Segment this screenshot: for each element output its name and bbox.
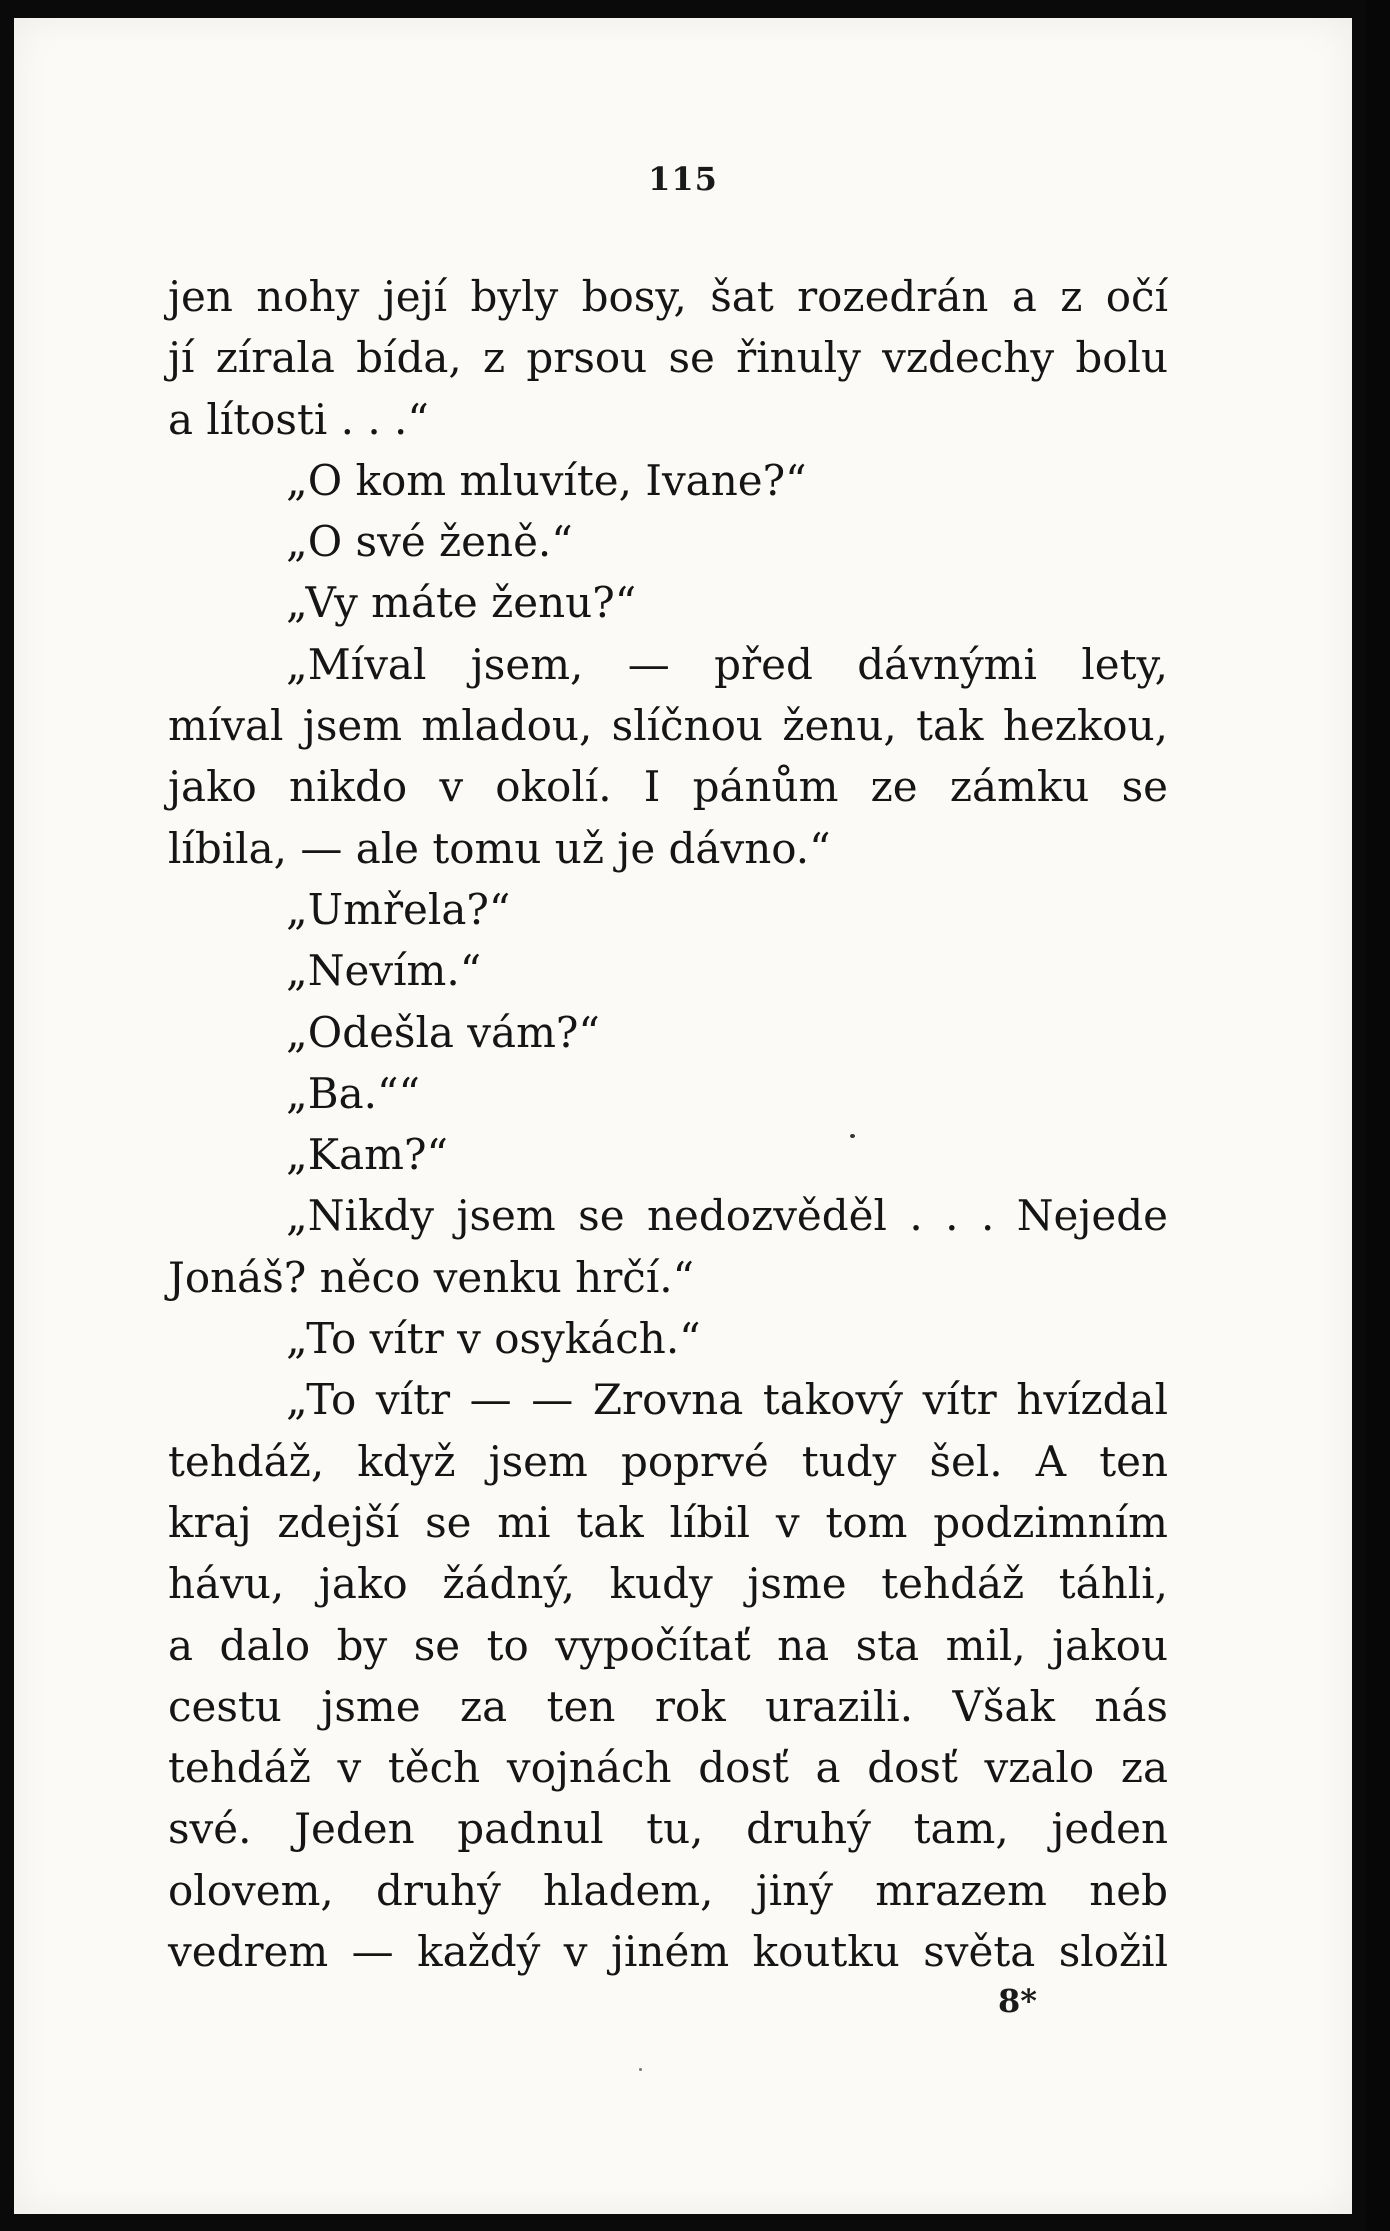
body-text <box>168 266 1168 1982</box>
page-number: 115 <box>648 160 718 198</box>
text-line: „Odešla vám?“ <box>286 1007 600 1057</box>
text-line: „Ba.““ <box>286 1068 420 1118</box>
text-line: „To vítr — — Zrovna takový vítr hvízdal <box>286 1375 1168 1425</box>
text-line: Jonáš? něco venku hrčí.“ <box>168 1252 695 1302</box>
text-line: své. Jeden padnul tu, druhý tam, jeden <box>168 1804 1168 1854</box>
text-line: tehdáž, když jsem poprvé tudy šel. A ten <box>168 1436 1168 1486</box>
text-line: jen nohy její byly bosy, šat rozedrán a z očí <box>168 272 1168 321</box>
text-line: „To vítr v osykách.“ <box>286 1314 701 1364</box>
text-line: líbila, — ale tomu už je dávno.“ <box>168 823 831 873</box>
text-line: „Kam?“ <box>286 1130 448 1180</box>
text-line: „Umřela?“ <box>286 884 511 934</box>
text-line: a dalo by se to vypočítať na sta mil, jakou <box>168 1620 1168 1670</box>
text-line: jí zírala bída, z prsou se řinuly vzdechy bolu <box>168 333 1168 383</box>
text-line: „Nevím.“ <box>286 946 482 996</box>
text-line: vedrem — každý v jiném koutku světa složil <box>168 1927 1168 1977</box>
text-line: „Míval jsem, — před dávnými lety, <box>286 639 1168 689</box>
print-speck <box>639 2068 642 2071</box>
text-line: hávu, jako žádný, kudy jsme tehdáž táhli, <box>168 1559 1168 1609</box>
scan-edge-shadow <box>1366 0 1390 2231</box>
text-line: cestu jsme za ten rok urazili. Však nás <box>168 1681 1168 1731</box>
text-line: a lítosti . . .“ <box>168 394 429 444</box>
text-line: „Nikdy jsem se nedozvěděl . . . Nejede <box>286 1191 1168 1241</box>
text-line: „O své ženě.“ <box>286 517 573 567</box>
print-speck <box>850 1134 855 1138</box>
printer-signature-mark: 8* <box>998 1982 1037 2020</box>
text-line: olovem, druhý hladem, jiný mrazem neb <box>168 1865 1168 1915</box>
book-page <box>14 18 1352 2214</box>
text-line: míval jsem mladou, slíčnou ženu, tak hezkou, <box>168 701 1168 751</box>
text-line: tehdáž v těch vojnách dosť a dosť vzalo za <box>168 1743 1168 1793</box>
text-line: kraj zdejší se mi tak líbil v tom podzimním <box>168 1497 1168 1547</box>
text-line: „Vy máte ženu?“ <box>286 578 637 628</box>
text-line: jako nikdo v okolí. I pánům ze zámku se <box>168 762 1168 812</box>
text-line: „O kom mluvíte, Ivane?“ <box>286 455 807 505</box>
